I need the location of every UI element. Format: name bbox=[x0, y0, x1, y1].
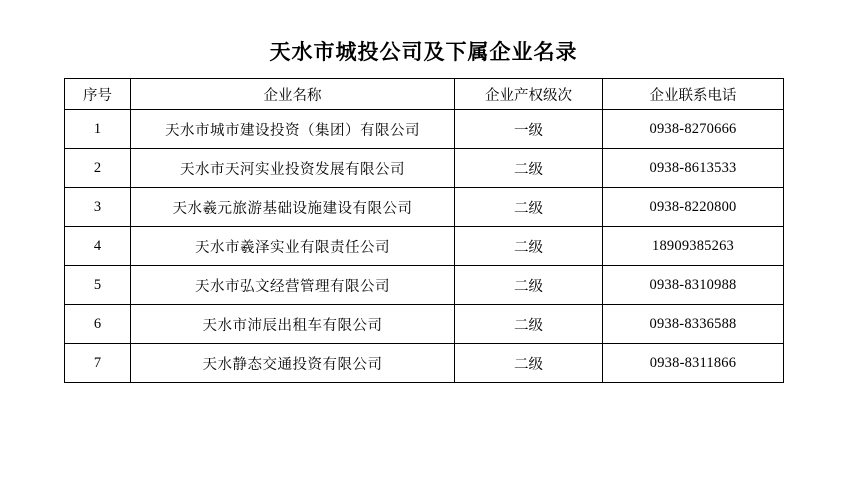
cell-enterprise-name: 天水市羲泽实业有限责任公司 bbox=[131, 227, 455, 266]
cell-no: 1 bbox=[65, 110, 131, 149]
table-header-row bbox=[65, 79, 784, 110]
column-header-name: 企业名称 bbox=[131, 79, 455, 110]
cell-contact-phone: 0938-8336588 bbox=[603, 305, 784, 344]
table-row bbox=[65, 110, 784, 149]
cell-ownership-level: 一级 bbox=[455, 110, 603, 149]
cell-contact-phone: 0938-8310988 bbox=[603, 266, 784, 305]
cell-ownership-level: 二级 bbox=[455, 227, 603, 266]
cell-no: 4 bbox=[65, 227, 131, 266]
cell-ownership-level: 二级 bbox=[455, 305, 603, 344]
cell-ownership-level: 二级 bbox=[455, 188, 603, 227]
cell-ownership-level: 二级 bbox=[455, 149, 603, 188]
cell-enterprise-name: 天水市沛辰出租车有限公司 bbox=[131, 305, 455, 344]
cell-enterprise-name: 天水市天河实业投资发展有限公司 bbox=[131, 149, 455, 188]
cell-contact-phone: 0938-8613533 bbox=[603, 149, 784, 188]
table-row bbox=[65, 188, 784, 227]
table-row bbox=[65, 266, 784, 305]
cell-contact-phone: 0938-8270666 bbox=[603, 110, 784, 149]
cell-enterprise-name: 天水静态交通投资有限公司 bbox=[131, 344, 455, 383]
cell-ownership-level: 二级 bbox=[455, 266, 603, 305]
cell-enterprise-name: 天水市弘文经营管理有限公司 bbox=[131, 266, 455, 305]
cell-enterprise-name: 天水市城市建设投资（集团）有限公司 bbox=[131, 110, 455, 149]
table-row bbox=[65, 149, 784, 188]
table-row bbox=[65, 227, 784, 266]
cell-no: 6 bbox=[65, 305, 131, 344]
cell-no: 3 bbox=[65, 188, 131, 227]
column-header-level: 企业产权级次 bbox=[455, 79, 603, 110]
enterprise-directory-table bbox=[64, 78, 784, 383]
column-header-no: 序号 bbox=[65, 79, 131, 110]
table-row bbox=[65, 344, 784, 383]
cell-contact-phone: 0938-8311866 bbox=[603, 344, 784, 383]
column-header-phone: 企业联系电话 bbox=[603, 79, 784, 110]
table-body bbox=[65, 110, 784, 383]
cell-ownership-level: 二级 bbox=[455, 344, 603, 383]
table-container bbox=[64, 78, 783, 383]
cell-contact-phone: 0938-8220800 bbox=[603, 188, 784, 227]
table-header bbox=[65, 79, 784, 110]
cell-contact-phone: 18909385263 bbox=[603, 227, 784, 266]
cell-no: 7 bbox=[65, 344, 131, 383]
page-title: 天水市城投公司及下属企业名录 bbox=[269, 40, 578, 64]
cell-no: 2 bbox=[65, 149, 131, 188]
cell-enterprise-name: 天水羲元旅游基础设施建设有限公司 bbox=[131, 188, 455, 227]
cell-no: 5 bbox=[65, 266, 131, 305]
table-row bbox=[65, 305, 784, 344]
